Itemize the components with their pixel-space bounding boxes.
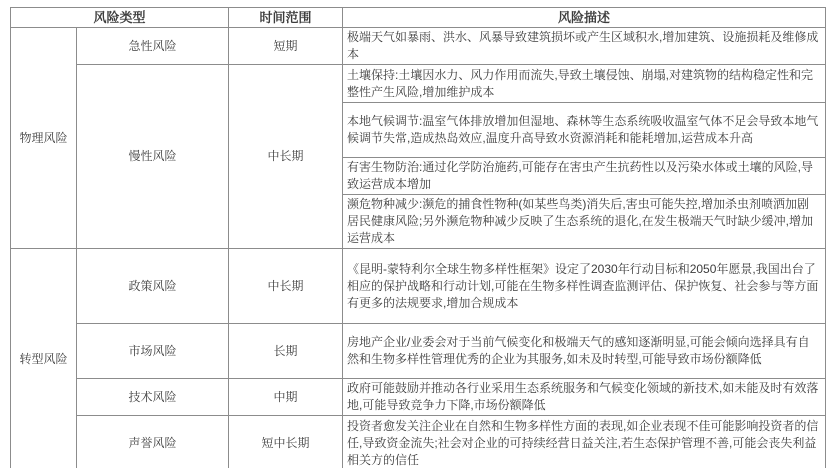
risk-desc-market: 房地产企业/业委会对于当前气候变化和极端天气的感知逐渐明显,可能会倾向选择具有自然和生物多样性管理优秀的企业为其服务,如未及时转型,可能导致市场份额降低 [343, 324, 826, 379]
risk-desc-local-climate: 本地气候调节:温室气体排放增加但湿地、森林等生态系统吸收温室气体不足会导致本地气候调节失常,造成热岛效应,温度升高导致水资源消耗和能耗增加,运营成本升高 [343, 103, 826, 158]
time-range-market: 长期 [229, 324, 343, 379]
header-risk-description: 风险描述 [343, 8, 826, 28]
time-range-policy: 中长期 [229, 249, 343, 324]
header-risk-type: 风险类型 [11, 8, 229, 28]
risk-type-technology: 技术风险 [77, 379, 229, 416]
risk-desc-reputation: 投资者愈发关注企业在自然和生物多样性方面的表现,如企业表现不佳可能影响投资者的信任,导致资金流失;社会对企业的可持续经营日益关注,若生态保护管理不善,可能会丧失利益相关方的信任 [343, 416, 826, 468]
risk-type-policy: 政策风险 [77, 249, 229, 324]
category-transition-risk: 转型风险 [11, 249, 77, 468]
risk-desc-endangered-species: 濒危物种减少:濒危的捕食性物种(如某些鸟类)消失后,害虫可能失控,增加杀虫剂喷洒加剧居民健康风险;另外濒危物种减少反映了生态系统的退化,在发生极端天气时缺少缓冲,增加运营成本 [343, 195, 826, 249]
time-range-chronic: 中长期 [229, 65, 343, 249]
risk-table [10, 7, 826, 468]
risk-desc-technology: 政府可能鼓励并推动各行业采用生态系统服务和气候变化领域的新技术,如未能及时有效落地,可能导致竞争力下降,市场份额降低 [343, 379, 826, 416]
category-physical-risk: 物理风险 [11, 28, 77, 249]
table-row-reputation [11, 416, 826, 468]
risk-desc-extreme-weather: 极端天气如暴雨、洪水、风暴导致建筑损坏或产生区域积水,增加建筑、设施损耗及维修成本 [343, 28, 826, 65]
risk-type-chronic: 慢性风险 [77, 65, 229, 249]
table-row-soil [11, 65, 826, 103]
table-row-technology [11, 379, 826, 416]
time-range-acute: 短期 [229, 28, 343, 65]
table-row-acute [11, 28, 826, 65]
table-row-policy [11, 249, 826, 324]
risk-desc-pest-control: 有害生物防治:通过化学防治施药,可能存在害虫产生抗药性以及污染水体或土壤的风险,导致运营成本增加 [343, 158, 826, 195]
risk-type-market: 市场风险 [77, 324, 229, 379]
header-row [11, 8, 826, 28]
header-time-range: 时间范围 [229, 8, 343, 28]
risk-desc-policy: 《昆明-蒙特利尔全球生物多样性框架》设定了2030年行动目标和2050年愿景,我国出台了相应的保护战略和行动计划,可能在生物多样性调查监测评估、保护恢复、社会参与等方面有更多的法规要求,增加合规成本 [343, 249, 826, 324]
risk-desc-soil-retention: 土壤保持:土壤因水力、风力作用而流失,导致土壤侵蚀、崩塌,对建筑物的结构稳定性和完整性产生风险,增加维护成本 [343, 65, 826, 103]
table-row-market [11, 324, 826, 379]
time-range-technology: 中期 [229, 379, 343, 416]
risk-type-acute: 急性风险 [77, 28, 229, 65]
risk-type-reputation: 声誉风险 [77, 416, 229, 468]
time-range-reputation: 短中长期 [229, 416, 343, 468]
